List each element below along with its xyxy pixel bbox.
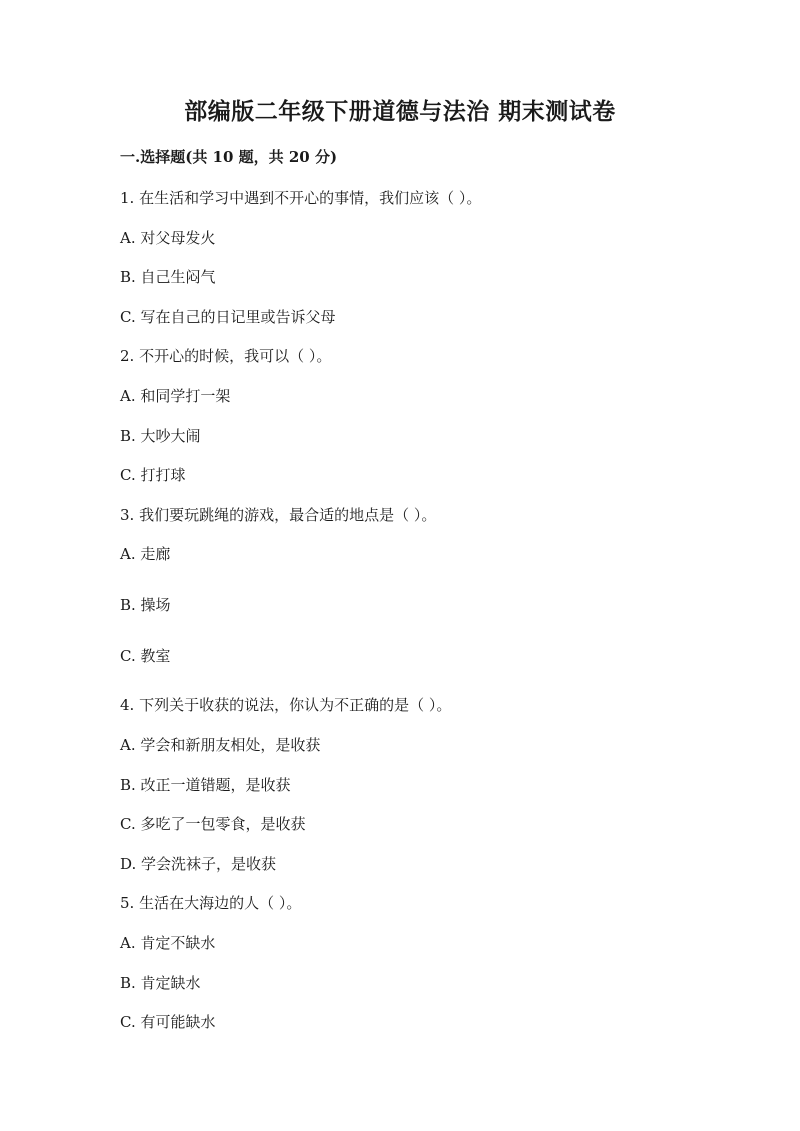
question-4-option-a: A. 学会和新朋友相处，是收获	[120, 736, 321, 754]
question-3-option-a: A. 走廊	[120, 545, 171, 563]
question-3-stem: 3. 我们要玩跳绳的游戏，最合适的地点是（ ）。	[120, 506, 437, 524]
question-4-stem: 4. 下列关于收获的说法，你认为不正确的是（ ）。	[120, 696, 452, 714]
section-heading: 一.选择题(共 10 题，共 20 分)	[120, 148, 338, 166]
question-5-stem: 5. 生活在大海边的人（ ）。	[120, 894, 302, 912]
question-5-option-c: C. 有可能缺水	[120, 1013, 216, 1031]
page-title: 部编版二年级下册道德与法治 期末测试卷	[184, 98, 616, 125]
question-3-option-b: B. 操场	[120, 596, 171, 614]
question-2-option-c: C. 打打球	[120, 466, 186, 484]
question-2-option-b: B. 大吵大闹	[120, 427, 201, 445]
question-2-option-a: A. 和同学打一架	[120, 387, 231, 405]
question-3-option-c: C. 教室	[120, 647, 171, 665]
question-5-option-a: A. 肯定不缺水	[120, 934, 216, 952]
question-5-option-b: B. 肯定缺水	[120, 974, 201, 992]
question-4-option-b: B. 改正一道错题，是收获	[120, 776, 291, 794]
question-4-option-d: D. 学会洗袜子，是收获	[120, 855, 277, 873]
question-1-stem: 1. 在生活和学习中遇到不开心的事情，我们应该（ ）。	[120, 189, 482, 207]
question-1-option-b: B. 自己生闷气	[120, 268, 216, 286]
question-1-option-c: C. 写在自己的日记里或告诉父母	[120, 308, 336, 326]
question-1-option-a: A. 对父母发火	[120, 229, 216, 247]
question-4-option-c: C. 多吃了一包零食，是收获	[120, 815, 306, 833]
question-2-stem: 2. 不开心的时候，我可以（ ）。	[120, 347, 332, 365]
